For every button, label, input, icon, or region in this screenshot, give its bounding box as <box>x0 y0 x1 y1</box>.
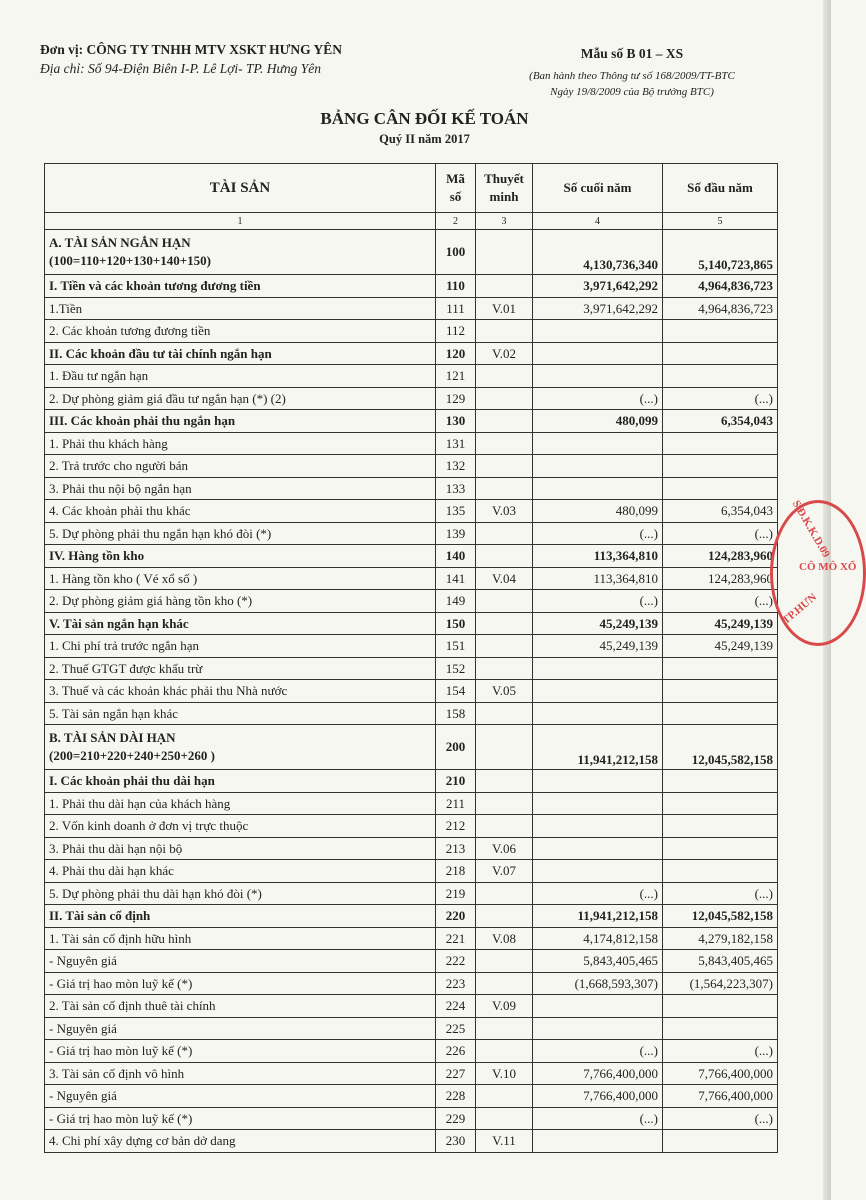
row-begin-balance: (...) <box>663 1040 778 1063</box>
table-row <box>45 365 778 388</box>
row-end-balance: 480,099 <box>533 500 663 523</box>
row-end-balance: 113,364,810 <box>533 545 663 568</box>
row-code: 213 <box>436 837 476 860</box>
row-note <box>476 635 533 658</box>
row-begin-balance: 4,964,836,723 <box>663 275 778 298</box>
row-begin-balance <box>663 770 778 793</box>
column-index: 3 <box>476 213 533 230</box>
form-note-2: Ngày 19/8/2009 của Bộ trưởng BTC) <box>550 86 714 98</box>
row-end-balance: 4,130,736,340 <box>533 230 663 275</box>
row-note <box>476 657 533 680</box>
form-header <box>512 46 752 100</box>
row-note <box>476 387 533 410</box>
row-note <box>476 455 533 478</box>
row-begin-balance: 124,283,960 <box>663 567 778 590</box>
row-label: 1. Hàng tồn kho ( Vé xổ số ) <box>45 567 436 590</box>
company-address: Địa chỉ: Số 94-Điện Biên I-P. Lê Lợi- TP. Hưng Yên <box>40 61 322 76</box>
row-label: 1. Chi phí trả trước ngắn hạn <box>45 635 436 658</box>
row-code: 228 <box>436 1085 476 1108</box>
row-label: 2. Dự phòng giảm giá hàng tồn kho (*) <box>45 590 436 613</box>
row-begin-balance <box>663 342 778 365</box>
table-row <box>45 995 778 1018</box>
row-note <box>476 230 533 275</box>
row-code: 220 <box>436 905 476 928</box>
row-end-balance <box>533 815 663 838</box>
row-end-balance: (...) <box>533 590 663 613</box>
table-row <box>45 477 778 500</box>
stamp-text: TP.HƯN <box>779 591 820 627</box>
table-row <box>45 1085 778 1108</box>
table-row <box>45 657 778 680</box>
row-note <box>476 522 533 545</box>
table-row <box>45 837 778 860</box>
table-row <box>45 882 778 905</box>
row-label: II. Các khoản đầu tư tài chính ngắn hạn <box>45 342 436 365</box>
row-code: 151 <box>436 635 476 658</box>
row-code: 222 <box>436 950 476 973</box>
row-code: 223 <box>436 972 476 995</box>
row-label: III. Các khoản phải thu ngắn hạn <box>45 410 436 433</box>
row-code: 219 <box>436 882 476 905</box>
row-code: 229 <box>436 1107 476 1130</box>
row-begin-balance <box>663 792 778 815</box>
row-label: 3. Phải thu dài hạn nội bộ <box>45 837 436 860</box>
row-label-formula: (200=210+220+240+250+260 ) <box>49 748 215 763</box>
row-end-balance: (...) <box>533 387 663 410</box>
row-label: - Giá trị hao mòn luỹ kế (*) <box>45 972 436 995</box>
row-label: 5. Dự phòng phải thu dài hạn khó đòi (*) <box>45 882 436 905</box>
table-row <box>45 770 778 793</box>
row-begin-balance <box>663 815 778 838</box>
row-begin-balance: 45,249,139 <box>663 635 778 658</box>
row-label: 2. Tài sản cố định thuê tài chính <box>45 995 436 1018</box>
column-index: 1 <box>45 213 436 230</box>
row-label: I. Các khoản phải thu dài hạn <box>45 770 436 793</box>
table-row <box>45 635 778 658</box>
row-begin-balance: (...) <box>663 1107 778 1130</box>
row-end-balance: (...) <box>533 882 663 905</box>
row-code: 200 <box>436 725 476 770</box>
row-begin-balance: 5,843,405,465 <box>663 950 778 973</box>
row-begin-balance: 12,045,582,158 <box>663 905 778 928</box>
header-note: Thuyết minh <box>476 164 533 213</box>
row-begin-balance: 6,354,043 <box>663 500 778 523</box>
row-end-balance <box>533 477 663 500</box>
row-begin-balance: 12,045,582,158 <box>663 725 778 770</box>
row-note <box>476 320 533 343</box>
row-end-balance: 480,099 <box>533 410 663 433</box>
row-label: 4. Phải thu dài hạn khác <box>45 860 436 883</box>
document-title: BẢNG CÂN ĐỐI KẾ TOÁN <box>320 109 529 128</box>
row-note <box>476 702 533 725</box>
row-end-balance <box>533 1130 663 1153</box>
table-row <box>45 522 778 545</box>
unit-label: Đơn vị: <box>40 42 84 57</box>
row-end-balance <box>533 432 663 455</box>
row-begin-balance: 6,354,043 <box>663 410 778 433</box>
row-end-balance <box>533 792 663 815</box>
header-code: Mã số <box>436 164 476 213</box>
row-note: V.01 <box>476 297 533 320</box>
row-code: 121 <box>436 365 476 388</box>
row-label-formula: (100=110+120+130+140+150) <box>49 253 211 268</box>
row-end-balance: (...) <box>533 1040 663 1063</box>
row-code: 224 <box>436 995 476 1018</box>
header-asset: TÀI SẢN <box>45 164 436 213</box>
row-code: 130 <box>436 410 476 433</box>
row-note: V.05 <box>476 680 533 703</box>
column-index: 2 <box>436 213 476 230</box>
row-note: V.06 <box>476 837 533 860</box>
row-label: 2. Trả trước cho người bán <box>45 455 436 478</box>
table-row <box>45 342 778 365</box>
row-note <box>476 432 533 455</box>
row-note <box>476 590 533 613</box>
row-code: 226 <box>436 1040 476 1063</box>
row-end-balance <box>533 365 663 388</box>
row-label: 2. Dự phòng giảm giá đầu tư ngắn hạn (*) (2) <box>45 387 436 410</box>
company-seal-stamp <box>770 500 866 646</box>
header-end-balance: Số cuối năm <box>533 164 663 213</box>
row-note <box>476 410 533 433</box>
row-label: - Giá trị hao mòn luỹ kế (*) <box>45 1107 436 1130</box>
table-row <box>45 230 778 275</box>
table-row <box>45 927 778 950</box>
row-end-balance <box>533 342 663 365</box>
row-begin-balance: 124,283,960 <box>663 545 778 568</box>
table-row <box>45 567 778 590</box>
table-header-row <box>45 164 778 213</box>
row-end-balance: (...) <box>533 1107 663 1130</box>
row-label: - Giá trị hao mòn luỹ kế (*) <box>45 1040 436 1063</box>
balance-sheet-table <box>44 163 778 1153</box>
row-code: 150 <box>436 612 476 635</box>
row-begin-balance: (...) <box>663 387 778 410</box>
row-note: V.02 <box>476 342 533 365</box>
row-note <box>476 905 533 928</box>
row-code: 112 <box>436 320 476 343</box>
row-begin-balance <box>663 995 778 1018</box>
row-label <box>45 230 436 275</box>
row-begin-balance <box>663 1130 778 1153</box>
row-note <box>476 792 533 815</box>
row-label: IV. Hàng tồn kho <box>45 545 436 568</box>
table-row <box>45 792 778 815</box>
row-begin-balance: 7,766,400,000 <box>663 1062 778 1085</box>
row-note <box>476 972 533 995</box>
row-note <box>476 725 533 770</box>
row-note <box>476 1040 533 1063</box>
row-end-balance: 113,364,810 <box>533 567 663 590</box>
row-begin-balance <box>663 680 778 703</box>
table-row <box>45 275 778 298</box>
row-note <box>476 770 533 793</box>
document-period: Quý II năm 2017 <box>379 132 470 146</box>
table-row <box>45 545 778 568</box>
row-end-balance <box>533 320 663 343</box>
row-label <box>45 725 436 770</box>
row-label: 1. Phải thu khách hàng <box>45 432 436 455</box>
row-label: II. Tài sản cố định <box>45 905 436 928</box>
row-end-balance <box>533 455 663 478</box>
row-end-balance: 3,971,642,292 <box>533 297 663 320</box>
row-note <box>476 545 533 568</box>
row-end-balance: 45,249,139 <box>533 612 663 635</box>
table-row <box>45 455 778 478</box>
row-label: 3. Tài sản cố định vô hình <box>45 1062 436 1085</box>
row-end-balance: 3,971,642,292 <box>533 275 663 298</box>
row-end-balance <box>533 995 663 1018</box>
row-begin-balance <box>663 320 778 343</box>
table-row <box>45 1062 778 1085</box>
row-begin-balance: 45,249,139 <box>663 612 778 635</box>
form-note-1: (Ban hành theo Thông tư số 168/2009/TT-BTC <box>529 70 735 82</box>
row-code: 154 <box>436 680 476 703</box>
row-code: 111 <box>436 297 476 320</box>
row-note: V.04 <box>476 567 533 590</box>
row-code: 133 <box>436 477 476 500</box>
column-index-row <box>45 213 778 230</box>
row-end-balance: 7,766,400,000 <box>533 1062 663 1085</box>
row-end-balance: 7,766,400,000 <box>533 1085 663 1108</box>
row-begin-balance: 4,279,182,158 <box>663 927 778 950</box>
row-code: 135 <box>436 500 476 523</box>
row-label: I. Tiền và các khoản tương đương tiền <box>45 275 436 298</box>
row-label: 2. Vốn kinh doanh ở đơn vị trực thuộc <box>45 815 436 838</box>
row-end-balance <box>533 680 663 703</box>
row-code: 225 <box>436 1017 476 1040</box>
row-label: - Nguyên giá <box>45 1085 436 1108</box>
row-begin-balance <box>663 455 778 478</box>
row-label: 1. Phải thu dài hạn của khách hàng <box>45 792 436 815</box>
row-begin-balance: (...) <box>663 590 778 613</box>
table-row <box>45 972 778 995</box>
row-label: 3. Thuế và các khoản khác phải thu Nhà nước <box>45 680 436 703</box>
row-begin-balance <box>663 837 778 860</box>
table-row <box>45 1107 778 1130</box>
row-code: 140 <box>436 545 476 568</box>
row-label: 5. Tài sản ngắn hạn khác <box>45 702 436 725</box>
row-label: 1. Đầu tư ngắn hạn <box>45 365 436 388</box>
row-end-balance <box>533 702 663 725</box>
row-begin-balance: 5,140,723,865 <box>663 230 778 275</box>
row-code: 132 <box>436 455 476 478</box>
row-end-balance: 11,941,212,158 <box>533 905 663 928</box>
row-note <box>476 275 533 298</box>
table-row <box>45 432 778 455</box>
row-code: 230 <box>436 1130 476 1153</box>
row-end-balance: (1,668,593,307) <box>533 972 663 995</box>
table-row <box>45 1130 778 1153</box>
row-code: 211 <box>436 792 476 815</box>
table-row <box>45 950 778 973</box>
row-note <box>476 1107 533 1130</box>
table-row <box>45 702 778 725</box>
row-end-balance: 5,843,405,465 <box>533 950 663 973</box>
row-note <box>476 1017 533 1040</box>
row-label: 4. Các khoản phải thu khác <box>45 500 436 523</box>
row-note <box>476 1085 533 1108</box>
row-end-balance: 45,249,139 <box>533 635 663 658</box>
row-note <box>476 365 533 388</box>
table-row <box>45 297 778 320</box>
row-code: 110 <box>436 275 476 298</box>
unit-name: CÔNG TY TNHH MTV XSKT HƯNG YÊN <box>86 42 343 57</box>
row-end-balance <box>533 1017 663 1040</box>
row-code: 100 <box>436 230 476 275</box>
row-label: - Nguyên giá <box>45 950 436 973</box>
row-note <box>476 612 533 635</box>
row-label: V. Tài sản ngắn hạn khác <box>45 612 436 635</box>
table-row <box>45 815 778 838</box>
row-note: V.11 <box>476 1130 533 1153</box>
table-row <box>45 500 778 523</box>
row-end-balance <box>533 657 663 680</box>
company-header <box>40 40 342 78</box>
row-label: 1. Tài sản cố định hữu hình <box>45 927 436 950</box>
row-code: 212 <box>436 815 476 838</box>
row-note <box>476 477 533 500</box>
row-end-balance <box>533 860 663 883</box>
row-begin-balance <box>663 365 778 388</box>
row-label-line: A. TÀI SẢN NGẮN HẠN <box>49 235 191 250</box>
row-label: 2. Thuế GTGT được khấu trừ <box>45 657 436 680</box>
stamp-text: S.Đ.K.K.D.09 <box>789 498 833 560</box>
row-begin-balance: (...) <box>663 882 778 905</box>
form-code: Mẫu số B 01 – XS <box>580 46 684 61</box>
table-row <box>45 1040 778 1063</box>
column-index: 5 <box>663 213 778 230</box>
row-label: 4. Chi phí xây dựng cơ bản dở dang <box>45 1130 436 1153</box>
row-note: V.03 <box>476 500 533 523</box>
row-begin-balance: 4,964,836,723 <box>663 297 778 320</box>
row-note: V.08 <box>476 927 533 950</box>
table-row <box>45 320 778 343</box>
row-code: 221 <box>436 927 476 950</box>
row-begin-balance: (1,564,223,307) <box>663 972 778 995</box>
table-row <box>45 680 778 703</box>
row-code: 152 <box>436 657 476 680</box>
row-end-balance: 4,174,812,158 <box>533 927 663 950</box>
row-code: 131 <box>436 432 476 455</box>
row-begin-balance <box>663 860 778 883</box>
row-label: - Nguyên giá <box>45 1017 436 1040</box>
row-code: 120 <box>436 342 476 365</box>
column-index: 4 <box>533 213 663 230</box>
row-label-line: B. TÀI SẢN DÀI HẠN <box>49 730 176 745</box>
row-code: 227 <box>436 1062 476 1085</box>
row-begin-balance: 7,766,400,000 <box>663 1085 778 1108</box>
row-begin-balance <box>663 477 778 500</box>
row-code: 218 <box>436 860 476 883</box>
table-row <box>45 590 778 613</box>
row-end-balance: 11,941,212,158 <box>533 725 663 770</box>
table-row <box>45 860 778 883</box>
row-note: V.07 <box>476 860 533 883</box>
row-note <box>476 815 533 838</box>
row-code: 210 <box>436 770 476 793</box>
stamp-text: CÔ MÔ XỔ <box>799 561 857 573</box>
row-code: 149 <box>436 590 476 613</box>
table-row <box>45 387 778 410</box>
row-label: 1.Tiền <box>45 297 436 320</box>
row-end-balance: (...) <box>533 522 663 545</box>
header-begin-balance: Số đầu năm <box>663 164 778 213</box>
row-code: 141 <box>436 567 476 590</box>
row-code: 139 <box>436 522 476 545</box>
row-begin-balance <box>663 1017 778 1040</box>
table-row <box>45 410 778 433</box>
row-begin-balance <box>663 702 778 725</box>
row-note <box>476 950 533 973</box>
row-note: V.09 <box>476 995 533 1018</box>
row-code: 129 <box>436 387 476 410</box>
row-begin-balance <box>663 432 778 455</box>
row-label: 5. Dự phòng phải thu ngắn hạn khó đòi (*) <box>45 522 436 545</box>
row-end-balance <box>533 837 663 860</box>
table-row <box>45 725 778 770</box>
row-end-balance <box>533 770 663 793</box>
table-row <box>45 1017 778 1040</box>
table-row <box>45 905 778 928</box>
row-label: 2. Các khoản tương đương tiền <box>45 320 436 343</box>
row-begin-balance <box>663 657 778 680</box>
row-label: 3. Phải thu nội bộ ngắn hạn <box>45 477 436 500</box>
table-row <box>45 612 778 635</box>
row-code: 158 <box>436 702 476 725</box>
row-note: V.10 <box>476 1062 533 1085</box>
row-begin-balance: (...) <box>663 522 778 545</box>
row-note <box>476 882 533 905</box>
